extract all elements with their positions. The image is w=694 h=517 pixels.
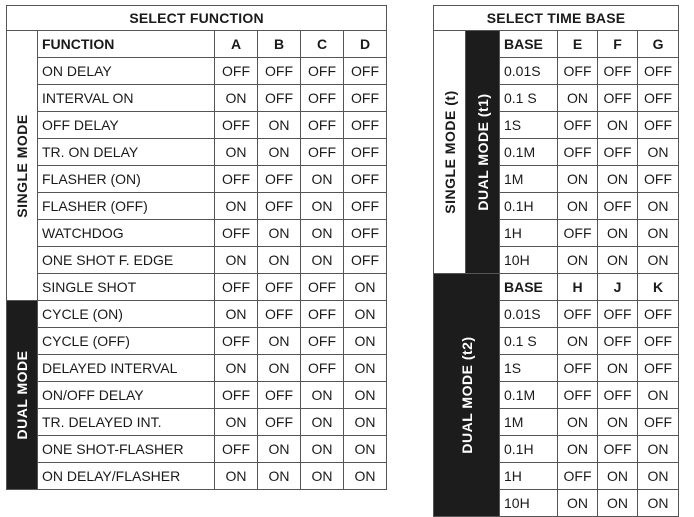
function-name: CYCLE (OFF) bbox=[38, 328, 215, 355]
base-column-header: BASE bbox=[500, 274, 558, 301]
function-name: ONE SHOT-FLASHER bbox=[38, 436, 215, 463]
switch-state: OFF bbox=[301, 112, 344, 139]
table-row bbox=[7, 328, 387, 355]
function-name: DELAYED INTERVAL bbox=[38, 355, 215, 382]
switch-state: OFF bbox=[215, 328, 258, 355]
time-base-value: 0.1 S bbox=[500, 328, 558, 355]
function-name: WATCHDOG bbox=[38, 220, 215, 247]
table-row bbox=[7, 58, 387, 85]
switch-state: ON bbox=[344, 328, 387, 355]
switch-state: ON bbox=[301, 247, 344, 274]
switch-state: ON bbox=[638, 193, 679, 220]
function-name: SINGLE SHOT bbox=[38, 274, 215, 301]
table-row bbox=[7, 112, 387, 139]
single-mode-band-label: SINGLE MODE bbox=[14, 113, 30, 218]
switch-state: OFF bbox=[301, 85, 344, 112]
switch-state: ON bbox=[215, 85, 258, 112]
switch-state: OFF bbox=[258, 58, 301, 85]
switch-state: OFF bbox=[258, 193, 301, 220]
switch-state: OFF bbox=[301, 58, 344, 85]
time-base-value: 1S bbox=[500, 355, 558, 382]
switch-state: OFF bbox=[344, 220, 387, 247]
switch-column-header: F bbox=[598, 31, 638, 58]
switch-column-header: B bbox=[258, 31, 301, 58]
switch-state: ON bbox=[598, 220, 638, 247]
switch-state: OFF bbox=[215, 112, 258, 139]
switch-state: ON bbox=[558, 193, 598, 220]
switch-state: ON bbox=[638, 436, 679, 463]
switch-state: OFF bbox=[558, 301, 598, 328]
table-row bbox=[7, 409, 387, 436]
function-name: ON/OFF DELAY bbox=[38, 382, 215, 409]
switch-state: OFF bbox=[344, 139, 387, 166]
switch-state: OFF bbox=[558, 112, 598, 139]
single-mode-band bbox=[7, 31, 38, 301]
switch-state: ON bbox=[301, 193, 344, 220]
dual-mode-band-label: DUAL MODE bbox=[14, 350, 30, 440]
switch-state: OFF bbox=[558, 382, 598, 409]
switch-state: OFF bbox=[344, 247, 387, 274]
table-row bbox=[7, 166, 387, 193]
switch-state: ON bbox=[638, 382, 679, 409]
switch-column-header: D bbox=[344, 31, 387, 58]
switch-state: OFF bbox=[558, 139, 598, 166]
time-base-value: 0.1M bbox=[500, 139, 558, 166]
switch-state: ON bbox=[301, 220, 344, 247]
switch-state: OFF bbox=[258, 274, 301, 301]
switch-state: ON bbox=[258, 355, 301, 382]
function-name: ON DELAY/FLASHER bbox=[38, 463, 215, 490]
switch-state: OFF bbox=[598, 139, 638, 166]
switch-state: OFF bbox=[598, 436, 638, 463]
table-row bbox=[7, 301, 387, 328]
switch-state: ON bbox=[301, 409, 344, 436]
table-row bbox=[7, 382, 387, 409]
switch-state: ON bbox=[215, 301, 258, 328]
single-mode-t-band bbox=[434, 31, 466, 274]
switch-state: ON bbox=[215, 355, 258, 382]
table-row bbox=[7, 355, 387, 382]
table-row bbox=[7, 85, 387, 112]
switch-state: OFF bbox=[258, 409, 301, 436]
table-row bbox=[7, 247, 387, 274]
switch-column-header: J bbox=[598, 274, 638, 301]
switch-state: ON bbox=[344, 274, 387, 301]
table-row bbox=[7, 139, 387, 166]
switch-state: OFF bbox=[598, 301, 638, 328]
dual-mode-t2-band bbox=[434, 274, 500, 517]
time-base-value: 0.1 S bbox=[500, 85, 558, 112]
switch-state: OFF bbox=[344, 112, 387, 139]
switch-state: ON bbox=[558, 490, 598, 517]
function-name: INTERVAL ON bbox=[38, 85, 215, 112]
switch-state: ON bbox=[638, 139, 679, 166]
time-base-value: 1S bbox=[500, 112, 558, 139]
switch-state: ON bbox=[344, 355, 387, 382]
table-row bbox=[7, 193, 387, 220]
switch-state: OFF bbox=[344, 193, 387, 220]
switch-state: OFF bbox=[258, 166, 301, 193]
switch-state: ON bbox=[301, 463, 344, 490]
function-name: ONE SHOT F. EDGE bbox=[38, 247, 215, 274]
switch-state: ON bbox=[301, 382, 344, 409]
switch-state: ON bbox=[598, 490, 638, 517]
switch-state: OFF bbox=[598, 193, 638, 220]
select-time-base-table bbox=[433, 5, 679, 517]
switch-state: ON bbox=[344, 463, 387, 490]
switch-state: ON bbox=[344, 301, 387, 328]
switch-state: OFF bbox=[215, 58, 258, 85]
switch-state: OFF bbox=[598, 382, 638, 409]
switch-state: ON bbox=[215, 463, 258, 490]
switch-state: ON bbox=[558, 409, 598, 436]
switch-state: OFF bbox=[558, 463, 598, 490]
switch-state: OFF bbox=[638, 409, 679, 436]
switch-column-header: G bbox=[638, 31, 679, 58]
time-base-value: 1H bbox=[500, 220, 558, 247]
switch-state: ON bbox=[638, 463, 679, 490]
switch-state: OFF bbox=[638, 166, 679, 193]
time-base-value: 10H bbox=[500, 247, 558, 274]
switch-state: OFF bbox=[301, 139, 344, 166]
switch-state: OFF bbox=[598, 328, 638, 355]
switch-state: ON bbox=[215, 247, 258, 274]
switch-state: ON bbox=[598, 247, 638, 274]
function-header-row bbox=[7, 31, 387, 58]
switch-state: ON bbox=[598, 166, 638, 193]
switch-state: OFF bbox=[558, 58, 598, 85]
switch-state: OFF bbox=[258, 382, 301, 409]
switch-state: OFF bbox=[598, 85, 638, 112]
switch-state: ON bbox=[258, 139, 301, 166]
switch-state: ON bbox=[558, 85, 598, 112]
switch-state: OFF bbox=[215, 382, 258, 409]
switch-state: OFF bbox=[344, 58, 387, 85]
switch-state: ON bbox=[598, 355, 638, 382]
switch-state: OFF bbox=[638, 58, 679, 85]
function-name: CYCLE (ON) bbox=[38, 301, 215, 328]
switch-state: OFF bbox=[598, 58, 638, 85]
time-base-value: 1M bbox=[500, 166, 558, 193]
function-name: TR. DELAYED INT. bbox=[38, 409, 215, 436]
switch-state: OFF bbox=[215, 166, 258, 193]
switch-state: OFF bbox=[638, 328, 679, 355]
switch-state: ON bbox=[301, 436, 344, 463]
function-column-header: FUNCTION bbox=[38, 31, 215, 58]
switch-state: OFF bbox=[258, 301, 301, 328]
switch-state: OFF bbox=[638, 85, 679, 112]
switch-state: OFF bbox=[301, 301, 344, 328]
time-base-value: 0.1H bbox=[500, 193, 558, 220]
time-base-header-row bbox=[434, 274, 679, 301]
function-name: FLASHER (OFF) bbox=[38, 193, 215, 220]
switch-state: ON bbox=[215, 409, 258, 436]
switch-state: ON bbox=[558, 166, 598, 193]
switch-state: OFF bbox=[638, 301, 679, 328]
switch-state: OFF bbox=[638, 355, 679, 382]
switch-state: ON bbox=[344, 382, 387, 409]
dual-mode-t2-band-label: DUAL MODE (t2) bbox=[458, 336, 475, 454]
time-base-value: 0.01S bbox=[500, 58, 558, 85]
switch-state: ON bbox=[258, 328, 301, 355]
switch-state: OFF bbox=[258, 85, 301, 112]
function-name: TR. ON DELAY bbox=[38, 139, 215, 166]
dual-mode-band bbox=[7, 301, 38, 490]
table-row bbox=[7, 436, 387, 463]
table-row bbox=[7, 274, 387, 301]
base-column-header: BASE bbox=[500, 31, 558, 58]
time-base-value: 10H bbox=[500, 490, 558, 517]
switch-state: OFF bbox=[344, 166, 387, 193]
switch-state: OFF bbox=[558, 355, 598, 382]
switch-column-header: K bbox=[638, 274, 679, 301]
switch-state: ON bbox=[258, 220, 301, 247]
switch-state: OFF bbox=[344, 85, 387, 112]
select-function-table bbox=[6, 5, 387, 490]
dual-mode-t1-band bbox=[466, 31, 500, 274]
switch-state: ON bbox=[258, 463, 301, 490]
switch-column-header: E bbox=[558, 31, 598, 58]
select-time-base-title: SELECT TIME BASE bbox=[434, 6, 679, 31]
time-base-value: 0.01S bbox=[500, 301, 558, 328]
switch-state: OFF bbox=[215, 436, 258, 463]
dual-mode-t1-band-label: DUAL MODE (t1) bbox=[474, 93, 491, 211]
switch-state: OFF bbox=[638, 112, 679, 139]
switch-state: ON bbox=[258, 247, 301, 274]
time-base-value: 0.1M bbox=[500, 382, 558, 409]
switch-state: ON bbox=[598, 112, 638, 139]
switch-state: ON bbox=[638, 247, 679, 274]
switch-state: OFF bbox=[215, 274, 258, 301]
function-name: OFF DELAY bbox=[38, 112, 215, 139]
select-function-title: SELECT FUNCTION bbox=[7, 6, 387, 31]
switch-state: ON bbox=[558, 328, 598, 355]
switch-state: ON bbox=[598, 463, 638, 490]
time-base-value: 0.1H bbox=[500, 436, 558, 463]
switch-state: ON bbox=[638, 490, 679, 517]
switch-column-header: H bbox=[558, 274, 598, 301]
switch-column-header: C bbox=[301, 31, 344, 58]
time-base-header-row bbox=[434, 31, 679, 58]
switch-state: ON bbox=[344, 409, 387, 436]
switch-state: ON bbox=[344, 436, 387, 463]
time-base-value: 1M bbox=[500, 409, 558, 436]
switch-state: ON bbox=[258, 436, 301, 463]
switch-state: ON bbox=[638, 220, 679, 247]
switch-state: OFF bbox=[301, 328, 344, 355]
single-mode-t-band-label: SINGLE MODE (t) bbox=[441, 90, 458, 214]
switch-state: OFF bbox=[301, 274, 344, 301]
switch-state: ON bbox=[598, 409, 638, 436]
switch-state: ON bbox=[301, 166, 344, 193]
table-row bbox=[7, 220, 387, 247]
switch-state: ON bbox=[558, 436, 598, 463]
function-name: FLASHER (ON) bbox=[38, 166, 215, 193]
function-name: ON DELAY bbox=[38, 58, 215, 85]
switch-state: OFF bbox=[301, 355, 344, 382]
switch-state: ON bbox=[558, 247, 598, 274]
switch-state: OFF bbox=[215, 220, 258, 247]
switch-state: OFF bbox=[558, 220, 598, 247]
time-base-value: 1H bbox=[500, 463, 558, 490]
switch-state: ON bbox=[258, 112, 301, 139]
switch-state: ON bbox=[215, 193, 258, 220]
switch-column-header: A bbox=[215, 31, 258, 58]
table-row bbox=[7, 463, 387, 490]
switch-state: ON bbox=[215, 139, 258, 166]
